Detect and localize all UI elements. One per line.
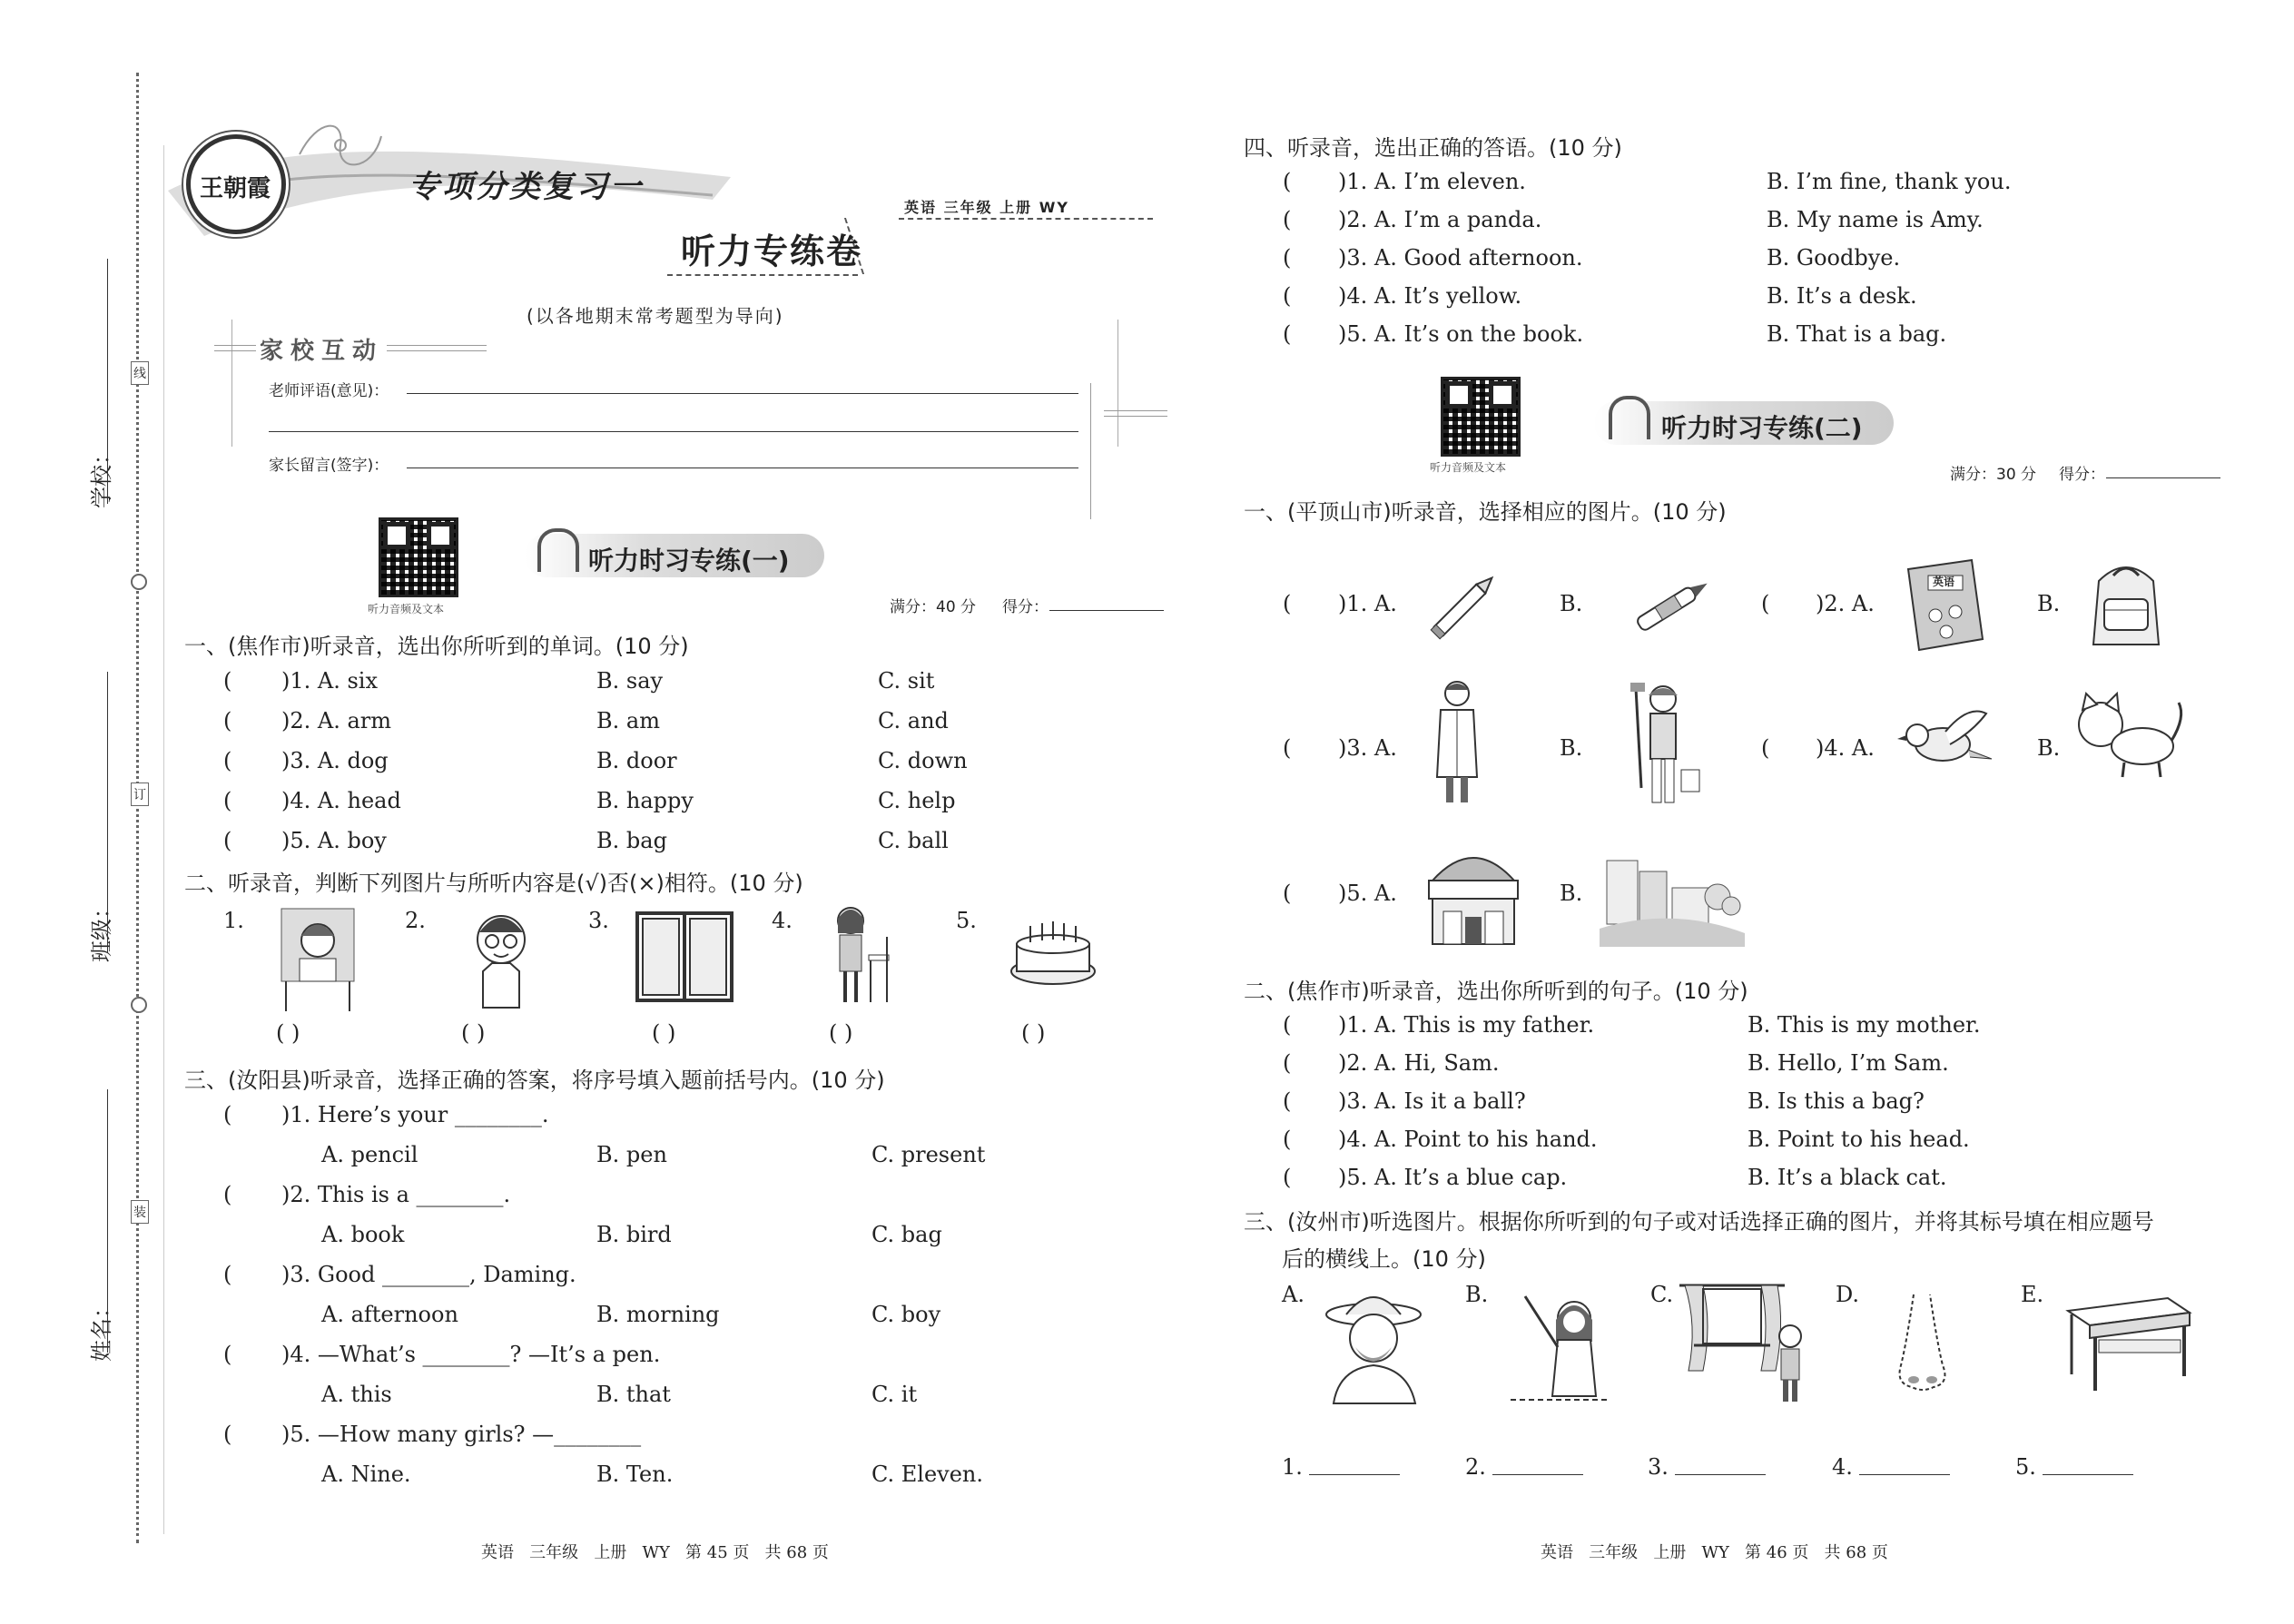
- option-b: B. Goodbye.: [1767, 245, 1901, 271]
- section-title: 二、听录音，判断下列图片与所听内容是(√)否(×)相符。(10 分): [184, 871, 803, 896]
- seal-mark: 装: [131, 1200, 149, 1224]
- option-b: B. happy: [596, 788, 694, 813]
- option-c: C. boy: [871, 1302, 941, 1327]
- page-footer: 英语 三年级 上册 WY 第 46 页 共 68 页: [1541, 1543, 1888, 1562]
- pencil-picture: [1423, 565, 1505, 650]
- parent-comment-label: 家长留言(签字)：: [269, 457, 389, 475]
- blank-label: 4.: [1832, 1454, 1853, 1480]
- logo-text: 王朝霞: [200, 175, 271, 202]
- question-option: )5. A.: [1338, 881, 1397, 906]
- part-title: 听力时习专练(二): [1661, 413, 1863, 443]
- question-option: )4. A.: [1816, 735, 1875, 761]
- binding-margin: [136, 73, 143, 1543]
- section-title: 一、(焦作市)听录音，选出你所听到的单词。(10 分): [184, 634, 689, 659]
- birthday-cake-picture: [1008, 912, 1098, 998]
- option-b: B. Hello, I’m Sam.: [1748, 1050, 1949, 1076]
- option-a: A. book: [321, 1222, 405, 1247]
- meta-underline: [899, 218, 1153, 220]
- option-a: A. Nine.: [321, 1462, 411, 1487]
- class-label: 班级：: [89, 897, 114, 962]
- score-text: 满分：40 分: [890, 598, 977, 616]
- ribbon-ornament: [290, 118, 390, 185]
- teacher-comment-line-2[interactable]: [269, 431, 1078, 432]
- seal-mark: 订: [131, 782, 149, 806]
- answer-blank[interactable]: [1675, 1474, 1766, 1475]
- paren: (: [223, 828, 232, 853]
- option-a: )2. A. Hi, Sam.: [1338, 1050, 1500, 1076]
- paren: (: [223, 708, 232, 733]
- option-a: )4. A. Point to his hand.: [1338, 1127, 1598, 1152]
- option-c: C. it: [871, 1382, 918, 1407]
- paren: (: [223, 788, 232, 813]
- option-c: C. sit: [878, 668, 935, 694]
- option-b: B.: [1560, 881, 1583, 906]
- doctor-picture: [1430, 677, 1484, 812]
- book-picture: [1899, 556, 1990, 659]
- teacher-comment-line[interactable]: [407, 393, 1078, 394]
- blank-label: 5.: [2015, 1454, 2036, 1480]
- qr-caption: 听力音频及文本: [368, 603, 445, 615]
- option-a: )1. A. This is my father.: [1338, 1012, 1595, 1038]
- paren: (: [223, 1422, 232, 1447]
- option-a: A. afternoon: [321, 1302, 458, 1327]
- school-line[interactable]: [107, 259, 108, 504]
- paren: (: [223, 748, 232, 773]
- page-title: 听力专练卷: [681, 231, 863, 271]
- score-blank[interactable]: [2106, 477, 2220, 478]
- section-title: 三、(汝阳县)听录音，选择正确的答案，将序号填入题前括号内。(10 分): [184, 1068, 885, 1093]
- option-b: B. pen: [596, 1142, 667, 1167]
- option-a: )2. A. I’m a panda.: [1338, 207, 1542, 232]
- section-title: 二、(焦作市)听录音，选出你所听到的句子。(10 分): [1244, 979, 1748, 1004]
- question-option: )3. A.: [1338, 735, 1397, 761]
- question-text: )3. Good ________, Daming.: [281, 1262, 576, 1287]
- answer-paren[interactable]: ( ): [829, 1020, 853, 1046]
- picture-number: 1.: [223, 908, 244, 933]
- answer-paren[interactable]: ( ): [276, 1020, 300, 1046]
- option-a: )4. A. It’s yellow.: [1338, 283, 1522, 309]
- paren: (: [223, 1102, 232, 1127]
- cat-picture: [2070, 690, 2188, 784]
- picture-number: 4.: [772, 908, 793, 933]
- option-b: B. My name is Amy.: [1767, 207, 1984, 232]
- option-b: B. morning: [596, 1302, 720, 1327]
- score-blank[interactable]: [1049, 610, 1164, 611]
- paren: (: [1283, 207, 1292, 232]
- section-title: 四、听录音，选出正确的答语。(10 分): [1244, 135, 1622, 161]
- score-text: 满分：30 分: [1950, 466, 2037, 484]
- name-label: 姓名：: [89, 1296, 114, 1362]
- schoolbag-picture: [2081, 554, 2171, 657]
- option-b: B. I’m fine, thank you.: [1767, 169, 2012, 194]
- paren: (: [1283, 1050, 1292, 1076]
- qr-caption: 听力音频及文本: [1430, 461, 1507, 474]
- option-a: )3. A. Is it a ball?: [1338, 1088, 1526, 1114]
- picture-letter: E.: [2021, 1282, 2044, 1307]
- option-b: B. door: [596, 748, 677, 773]
- blank-label: 1.: [1282, 1454, 1303, 1480]
- blank-label: 2.: [1465, 1454, 1486, 1480]
- option-b: B. It’s a desk.: [1767, 283, 1917, 309]
- picture-number: 5.: [956, 908, 977, 933]
- answer-blank[interactable]: [1309, 1474, 1400, 1475]
- answer-paren[interactable]: ( ): [652, 1020, 676, 1046]
- page-subtitle: (以各地期末常考题型为导向): [527, 305, 784, 327]
- boy-with-glasses-picture: [465, 903, 537, 1016]
- option-a: )1. A. I’m eleven.: [1338, 169, 1526, 194]
- paren: (: [1283, 245, 1292, 271]
- pen-picture: [1625, 570, 1716, 646]
- option-b: B. Ten.: [596, 1462, 674, 1487]
- option-b: B. It’s a black cat.: [1748, 1165, 1947, 1190]
- picture-letter: B.: [1465, 1282, 1489, 1307]
- binding-hole: [131, 574, 147, 590]
- section-title: 三、(汝州市)听选图片。根据你所听到的句子或对话选择正确的图片，并将其标号填在相应题号: [1244, 1209, 2154, 1235]
- option-c: C. and: [878, 708, 949, 733]
- headphone-icon: [1609, 396, 1650, 439]
- picture-number: 3.: [588, 908, 609, 933]
- paren: (: [1283, 1165, 1292, 1190]
- grandfather-picture: [1321, 1287, 1430, 1409]
- option-b: B. say: [596, 668, 664, 694]
- option-b: B. bird: [596, 1222, 672, 1247]
- paren: (: [1283, 1012, 1292, 1038]
- option-b: B. This is my mother.: [1748, 1012, 1981, 1038]
- option-b: B. Is this a bag?: [1748, 1088, 1925, 1114]
- answer-paren[interactable]: ( ): [461, 1020, 486, 1046]
- option-a: A. pencil: [321, 1142, 418, 1167]
- option-c: C. down: [878, 748, 968, 773]
- desk-picture: [2059, 1289, 2195, 1402]
- class-line[interactable]: [107, 672, 108, 953]
- qr-code[interactable]: [379, 517, 458, 597]
- question-text: )1. Here’s your ________.: [281, 1102, 549, 1127]
- option-b: B. That is a bag.: [1767, 321, 1947, 347]
- window-picture: [635, 911, 735, 1006]
- option-b: B. that: [596, 1382, 671, 1407]
- part-title: 听力时习专练(一): [588, 546, 790, 576]
- option-b: B.: [1560, 735, 1583, 761]
- question-option: )4. A. head: [281, 788, 401, 813]
- question-option: )2. A.: [1816, 591, 1875, 616]
- school-label: 学校：: [89, 443, 114, 508]
- paren: (: [223, 1342, 232, 1367]
- banner-title: 专项分类复习一: [409, 169, 644, 205]
- city-park-picture: [1600, 851, 1745, 950]
- option-b: B.: [1560, 591, 1583, 616]
- painter-picture: [1625, 679, 1707, 814]
- page-footer: 英语 三年级 上册 WY 第 45 页 共 68 页: [481, 1543, 829, 1562]
- paren: (: [1283, 283, 1292, 309]
- question-option: )3. A. dog: [281, 748, 389, 773]
- picture-letter: C.: [1650, 1282, 1674, 1307]
- question-option: )1. A. six: [281, 668, 379, 694]
- paren: (: [1283, 1127, 1292, 1152]
- section-title: 一、(平顶山市)听录音，选择相应的图片。(10 分): [1244, 499, 1727, 525]
- paren: (: [223, 1262, 232, 1287]
- title-underline: [667, 274, 858, 276]
- paren: (: [1283, 735, 1292, 761]
- paren: (: [223, 1182, 232, 1207]
- picture-number: 2.: [405, 908, 426, 933]
- question-text: )2. This is a ________.: [281, 1182, 511, 1207]
- teacher-picture: [1501, 1287, 1620, 1409]
- option-b: B.: [2037, 735, 2061, 761]
- answer-blank[interactable]: [2043, 1474, 2133, 1475]
- home-school-title: 家校互动: [256, 332, 387, 366]
- option-a: )5. A. It’s a blue cap.: [1338, 1165, 1568, 1190]
- cinema-picture: [1423, 844, 1523, 952]
- question-option: )2. A. arm: [281, 708, 392, 733]
- option-a: A. this: [321, 1382, 392, 1407]
- paren: (: [1283, 169, 1292, 194]
- option-b: B. Point to his head.: [1748, 1127, 1970, 1152]
- girl-with-chair-picture: [822, 901, 894, 1013]
- teacher-comment-label: 老师评语(意见)：: [269, 382, 389, 400]
- question-text: )5. —How many girls? —________: [281, 1422, 642, 1447]
- gain-label: 得分：: [1002, 598, 1049, 616]
- paren: (: [1283, 591, 1292, 616]
- margin-line: [163, 145, 164, 1534]
- seal-mark: 线: [131, 361, 149, 385]
- book-text: 英语: [1933, 576, 1955, 588]
- picture-letter: A.: [1282, 1282, 1305, 1307]
- answer-blank[interactable]: [1492, 1474, 1583, 1475]
- gain-label: 得分：: [2059, 466, 2105, 484]
- meta-bar: 英语 三年级 上册 WY: [904, 199, 1069, 216]
- question-option: )1. A.: [1338, 591, 1397, 616]
- answer-blank[interactable]: [1859, 1474, 1950, 1475]
- qr-code[interactable]: [1441, 377, 1521, 457]
- option-c: C. ball: [878, 828, 949, 853]
- name-line[interactable]: [107, 1089, 108, 1353]
- option-b: B. bag: [596, 828, 667, 853]
- nose-picture: [1886, 1289, 1959, 1402]
- option-a: )5. A. It’s on the book.: [1338, 321, 1584, 347]
- picture-letter: D.: [1836, 1282, 1860, 1307]
- option-c: C. help: [878, 788, 956, 813]
- blank-label: 3.: [1648, 1454, 1669, 1480]
- option-a: )3. A. Good afternoon.: [1338, 245, 1583, 271]
- option-b: B.: [2037, 591, 2061, 616]
- binding-hole: [131, 997, 147, 1013]
- paren: (: [1761, 735, 1770, 761]
- bird-picture: [1895, 704, 1995, 781]
- option-c: C. Eleven.: [871, 1462, 984, 1487]
- logo-seal: [186, 134, 286, 234]
- paren: (: [1283, 1088, 1292, 1114]
- option-b: B. am: [596, 708, 660, 733]
- paren: (: [1283, 881, 1292, 906]
- boy-at-desk-picture: [277, 904, 359, 1017]
- question-text: )4. —What’s ________? —It’s a pen.: [281, 1342, 661, 1367]
- headphone-icon: [537, 528, 579, 572]
- paren: (: [1283, 321, 1292, 347]
- section-title-continued: 后的横线上。(10 分): [1282, 1246, 1486, 1272]
- option-c: C. present: [871, 1142, 986, 1167]
- paren: (: [1761, 591, 1770, 616]
- answer-paren[interactable]: ( ): [1021, 1020, 1046, 1046]
- question-option: )5. A. boy: [281, 828, 387, 853]
- paren: (: [223, 668, 232, 694]
- window-curtain-boy-picture: [1676, 1280, 1812, 1411]
- option-c: C. bag: [871, 1222, 942, 1247]
